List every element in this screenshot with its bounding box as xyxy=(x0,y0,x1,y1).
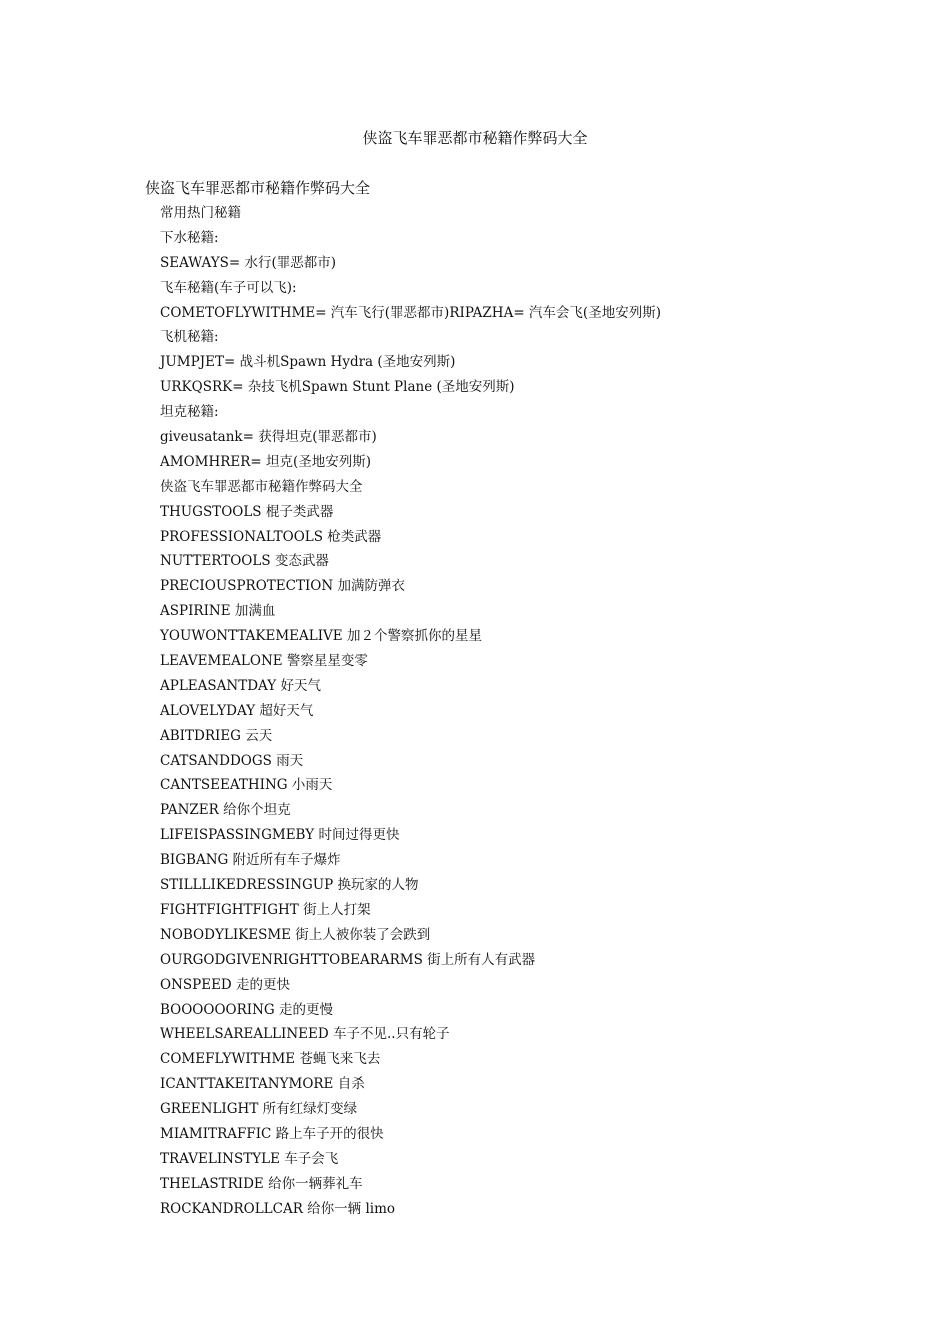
document-line: LIFEISPASSINGMEBY 时间过得更快 xyxy=(160,827,400,844)
document-line: BOOOOOORING 走的更慢 xyxy=(160,1001,333,1018)
document-line: 坦克秘籍: xyxy=(160,404,219,421)
document-line: THUGSTOOLS 棍子类武器 xyxy=(160,503,334,520)
document-line: BIGBANG 附近所有车子爆炸 xyxy=(160,852,341,869)
document-title: 侠盗飞车罪恶都市秘籍作弊码大全 xyxy=(362,129,588,147)
document-line: YOUWONTTAKEMEALIVE 加２个警察抓你的星星 xyxy=(160,628,482,645)
document-line: ROCKANDROLLCAR 给你一辆 limo xyxy=(160,1200,396,1217)
document-line: CANTSEEATHING 小雨天 xyxy=(160,777,333,794)
document-line: MIAMITRAFFIC 路上车子开的很快 xyxy=(160,1125,384,1142)
document-line: NUTTERTOOLS 变态武器 xyxy=(160,553,329,570)
document-line: COMEFLYWITHME 苍蝇飞来飞去 xyxy=(160,1051,381,1068)
document-line: TRAVELINSTYLE 车子会飞 xyxy=(160,1150,339,1167)
document-line: JUMPJET= 战斗机Spawn Hydra (圣地安列斯) xyxy=(160,354,456,371)
document-line: PRECIOUSPROTECTION 加满防弹衣 xyxy=(160,578,405,595)
document-line: AMOMHRER= 坦克(圣地安列斯) xyxy=(160,453,372,470)
document-line: OURGODGIVENRIGHTTOBEARARMS 街上所有人有武器 xyxy=(160,951,536,968)
document-line: ABITDRIEG 云天 xyxy=(160,727,273,744)
document-line: THELASTRIDE 给你一辆葬礼车 xyxy=(160,1175,363,1192)
document-line: ALOVELYDAY 超好天气 xyxy=(160,702,314,719)
document-line: PROFESSIONALTOOLS 枪类武器 xyxy=(160,528,382,545)
document-line: COMETOFLYWITHME= 汽车飞行(罪恶都市)RIPAZHA= 汽车会飞(圣地安列斯) xyxy=(160,304,661,321)
document-lines xyxy=(160,201,920,1222)
document-line: GREENLIGHT 所有红绿灯变绿 xyxy=(160,1101,358,1118)
document-line: WHEELSAREALLINEED 车子不见..只有轮子 xyxy=(160,1026,450,1043)
document-line: 常用热门秘籍 xyxy=(160,205,241,221)
document-line: ASPIRINE 加满血 xyxy=(160,603,276,620)
document-line: APLEASANTDAY 好天气 xyxy=(160,677,321,694)
document-line: 侠盗飞车罪恶都市秘籍作弊码大全 xyxy=(160,478,363,495)
document-line: NOBODYLIKESME 街上人被你装了会跌到 xyxy=(160,926,431,943)
document-line: ONSPEED 走的更快 xyxy=(160,976,291,993)
document-line: 下水秘籍: xyxy=(160,229,219,246)
document-line: LEAVEMEALONE 警察星星变零 xyxy=(160,653,368,670)
document-line: SEAWAYS= 水行(罪恶都市) xyxy=(160,254,337,271)
document-line: FIGHTFIGHTFIGHT 街上人打架 xyxy=(160,901,371,918)
document-line: 飞机秘籍: xyxy=(160,329,219,346)
document-line: CATSANDDOGS 雨天 xyxy=(160,752,304,769)
document-line: PANZER 给你个坦克 xyxy=(160,802,291,819)
document-line: STILLLIKEDRESSINGUP 换玩家的人物 xyxy=(160,877,419,894)
document-line: giveusatank= 获得坦克(罪恶都市) xyxy=(160,429,377,446)
document-line: ICANTTAKEITANYMORE 自杀 xyxy=(160,1076,365,1093)
document-heading: 侠盗飞车罪恶都市秘籍作弊码大全 xyxy=(145,179,371,197)
document-line: 飞车秘籍(车子可以飞): xyxy=(160,279,297,296)
document-line: URKQSRK= 杂技飞机Spawn Stunt Plane (圣地安列斯) xyxy=(160,379,515,396)
